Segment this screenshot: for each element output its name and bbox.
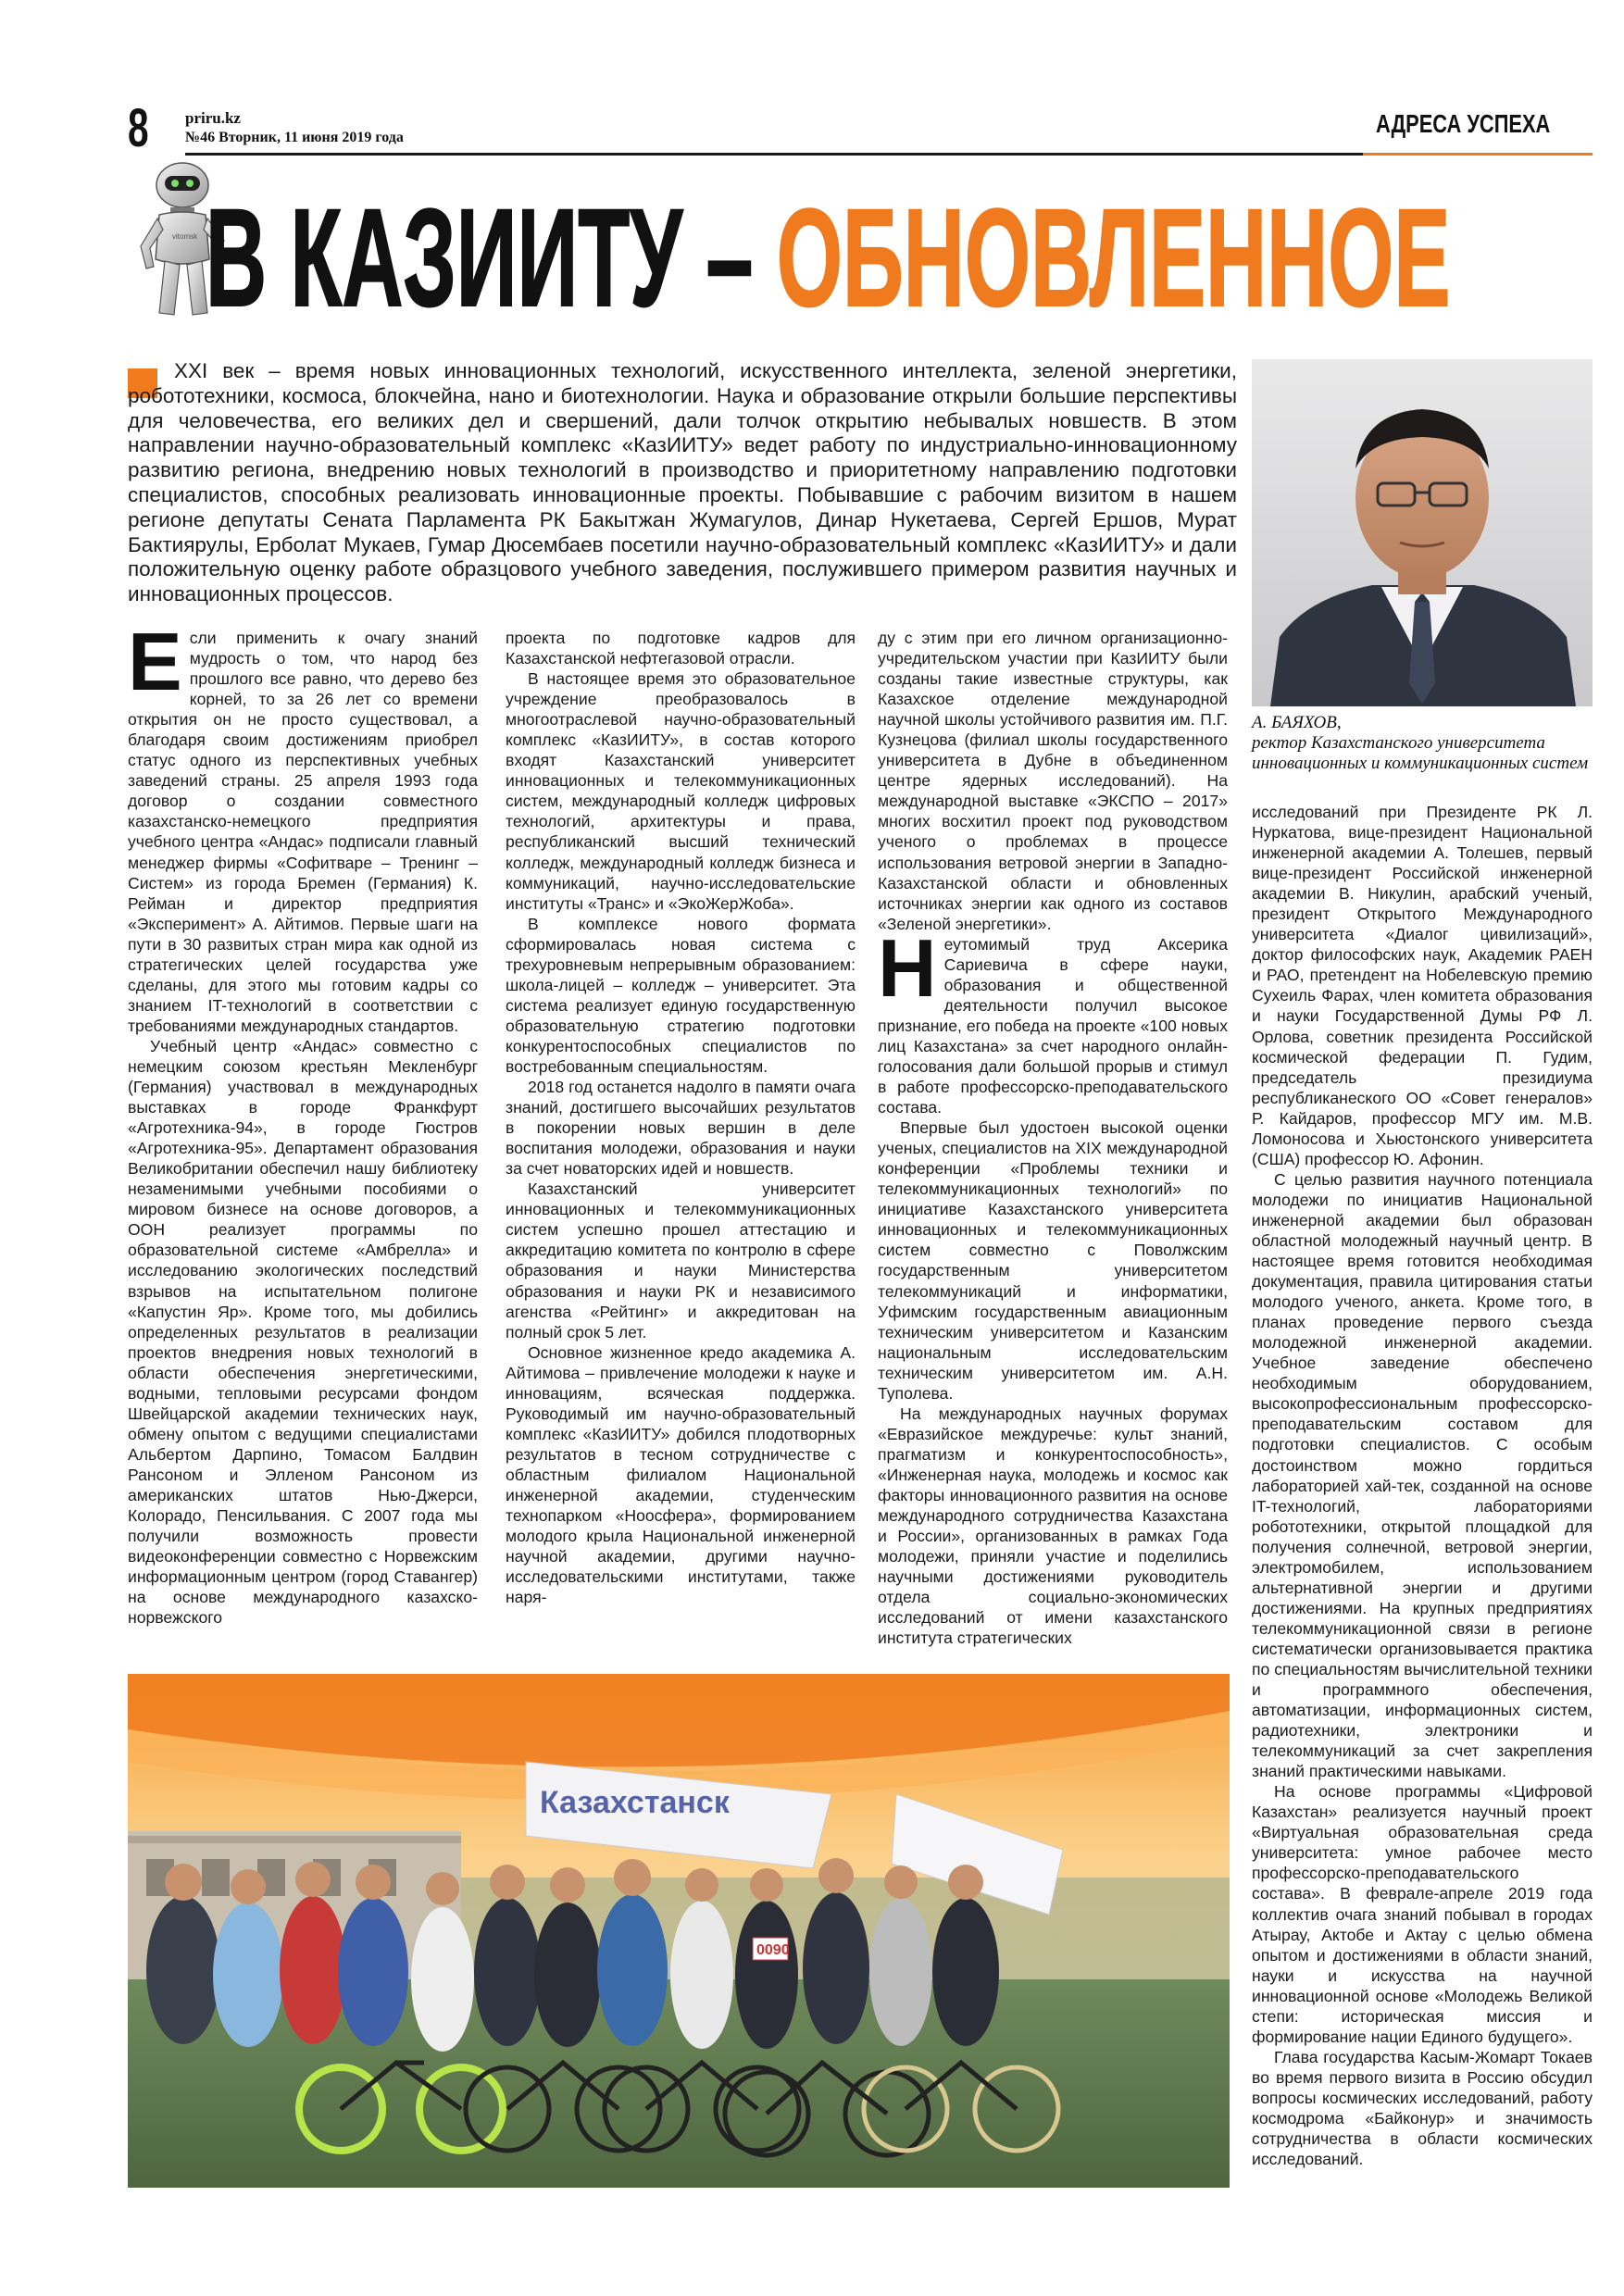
group-photo: [128, 1674, 1230, 2188]
site-name: priru.kz: [185, 109, 241, 127]
col2-paragraph-6: Основное жизненное кредо академика А. Айтимова – привлечение молодежи к науке и инновациям, всяческая поддержка. Руководимый им научно-образовательный комплекс «КазИИТУ» добился плодотворных результатов в тесном сотрудничестве с областным филиалом Национальной инженерной академии, студенческим технопарком «Ноосфера», формированием молодого крыла Национальной инженерной научной академии, другими научно-исследовательскими институтами, также наря-: [506, 1342, 856, 1607]
banner-text: Казахстанск: [540, 1785, 730, 1820]
col1-text-1: сли применить к очагу знаний мудрость о том, что народ без прошлого все равно, что дерево без корней, то за 26 лет со времени открытия он не просто существовал, а благодаря своим достижениям приобрел статус одного из перспективных учебных заведений страны. 25 апреля 1993 года договор о создании совместного казахстанско-немецкого предприятия учебного центра «Андас» подписали главный менеджер фирмы «Софитваре – Тренинг – Систем» из города Бремен (Германия) К. Рейман и директор предприятия «Эксперимент» А. Айтимов. Первые шаги на пути в 30 развитых стран мира как одной из стратегических целей государства уже сделаны, для этого мы готовим кадры со знанием IT-технологий в соответствии с требованиями международных стандартов.: [128, 629, 478, 1035]
col3-paragraph-1: ду с этим при его личном организационно-учредительском участии при КазИИТУ были созданы такие известные структуры, как Казахское отделение международной научной школы устойчивого развития им. П.Г. Кузнецова (филиал школы государственного университета в Дубне в объединенном центре ядерных исследований). На международной выставке «ЭКСПО – 2017» многих восхитил проект под руководством ученого о проблемах в процессе использования ветровой энергии в Западно-Казахстанской области и обновленных источниках энергии как одного из составов «Зеленой энергетики».: [878, 629, 1228, 933]
dropcap: Е: [128, 628, 182, 707]
race-bib: 0090: [756, 1942, 790, 1958]
article-column-4: [1252, 802, 1593, 2218]
dropcap: Н: [878, 921, 937, 1014]
issue-date: №46 Вторник, 11 июня 2019 года: [185, 130, 404, 145]
col2-paragraph-4: 2018 год останется надолго в памяти очага знаний, достигшего высочайших результатов в покорении новых вершин в деле воспитания молодежи, образования и науки за счет новаторских идей и новшеств.: [506, 1078, 856, 1179]
portrait-caption: [1252, 713, 1594, 774]
article-column-1: [128, 628, 478, 1661]
headline-part1: В КАЗИИТУ –: [206, 180, 754, 335]
headline: [206, 174, 1450, 341]
page-number: 8: [128, 98, 149, 158]
section-title: АДРЕСА УСПЕХА: [1376, 109, 1551, 138]
col3-text-2: еутомимый труд Аксерика Сариевича в сфере науки, образования и общественной деятельности получил высокое признание, его победа на проекте «100 новых лиц Казахстана» за счет народного онлайн-голосования дали большой прорыв и стимул в работе профессорско-преподавательского состава.: [878, 934, 1228, 1117]
col2-paragraph-1: проекта по подготовке кадров для Казахстанской нефтегазовой отрасли.: [506, 629, 856, 668]
headline-part2: ОБНОВЛЕННОЕ: [753, 180, 1451, 335]
header-rule: [185, 153, 1363, 156]
col4-paragraph-3: На основе программы «Цифровой Казахстан» реализуется научный проект «Виртуальная образовательная среда университета: умное рабочее место профессорско-преподавательского состава». В феврале-апреле 2019 года коллектив очага знаний побывал в городах Атырау, Актобе и Актау с целью обмена опытом и достижениями в области знаний, науки и искусства на научной инновационной основе «Молодежь Великой степи: историческая миссия и формирование нации Единого будущего».: [1252, 1782, 1593, 2046]
col4-paragraph-1: исследований при Президенте РК Л. Нуркатова, вице-президент Национальной инженерной академии А. Толешев, первый вице-президент Российской инженерной академии В. Никулин, арабский ученый, президент Открытого Международного университета «Диалог цивилизаций», доктор философских наук, Академик РАЕН и РАО, претендент на Нобелевскую премию Сухеиль Фарах, член комитета образования и науки Государственной Думы РФ Л. Орлова, советник президента Российской космической федерации П. Гудим, председатель президиума республиканеского ОО «Совет генералов» Р. Кайдаров, профессор МГУ им. М.В. Ломоносова и Хьюстонского университета (США) профессор Ю. Афонин.: [1252, 803, 1593, 1168]
col2-paragraph-2: В настоящее время это образовательное учреждение преобразовалось в многоотраслевой научно-образовательный комплекс «КазИИТУ», в состав которого входят Казахстанский университет инновационных и телекоммуникационных систем, международный колледж цифровых технологий, архитектуры и права, республиканский высший технический колледж, международный колледж бизнеса и коммуникаций, научно-исследовательские институты «Транс» и «ЭкоЖерЖоба».: [506, 669, 856, 913]
article-column-2: [506, 628, 856, 1661]
col1-paragraph-2: Учебный центр «Андас» совместно с немецким союзом крестьян Мекленбург (Германия) участвовал в международных выставках в городе Франкфурт «Агротехника-94», в городе Гюстров «Агротехника-95». Департамент образования Великобритании обеспечил нашу библиотеку незаменимыми учебными пособиями о мировом бизнесе на основе договоров, а ООН реализует программы по образовательной системе «Амбрелла» и исследованию экологических последствий взрывов на испытательном полигоне «Капустин Яр». Кроме того, мы добились определенных результатов в реализации проектов внедрения новых технологий в области обеспечения энергетическими, водными, тепловыми ресурсами фондом Швейцарской академии технических наук, обмену опытом с ведущими специалистами Альбертом Дарпино, Томасом Балдвин Рансоном и Элленом Рансоном из американских штатов Нью-Джерси, Колорадо, Пенсильвания. С 2007 года мы получили возможность провести видеоконференции совместно с Норвежским информационным центром (город Ставангер) на основе международного казахско-норвежского: [128, 1036, 478, 1628]
col4-paragraph-2: С целью развития научного потенциала молодежи по инициатив Национальной инженерной академии был образован областной молодежный научный центр. В настоящее время готовится необходимая документация, правила цитирования статьи молодого ученого, анкета. Кроме того, в планах проведение первого съезда молодежной инженерной академии. Учебное заведение обеспечено необходимым оборудованием, высокопрофессиональным профессорско-преподавательским составом для подготовки специалистов. С особым достоинством можно гордиться лабораторией хай-тек, созданной на основе IT-технологий, лабораториями робототехники, открытой площадкой для получения солнечной, ветровой энергии, электромобилем, использованием альтернативной энергии и другими достижениями. На крупных предприятиях телекоммуникационной связи в регионе систематически организовывается практика по специальностям вычислительной техники и программного обеспечения, автоматизации, информационных систем, радиотехники, электроники и телекоммуникаций за счет закрепления знаний практическими навыками.: [1252, 1169, 1593, 1781]
col2-paragraph-3: В комплексе нового формата сформировалась новая система с трехуровневым непрерывным образованием: школа-лицей – колледж – университет. Эта система реализует единую государственную образовательную стратегию подготовки конкурентоспособных специалистов по востребованным специальностям.: [506, 914, 856, 1076]
header-rule-accent: [1363, 153, 1593, 156]
robot-label: vitomsk: [172, 232, 198, 241]
col3-paragraph-3: Впервые был удостоен высокой оценки ученых, специалистов на XIX международной конференции «Проблемы техники и телекоммуникационных технологий» по инициативе Казахстанского университета инновационных и телекоммуникационных систем совместно с Поволжским государственным университетом телекоммуникаций и информатики, Уфимским государственным авиационным техническим университетом и Казанским национальным исследовательским техническим университетом им. А.Н. Туполева.: [878, 1118, 1228, 1403]
caption-name: А. БАЯХОВ,: [1252, 713, 1342, 732]
col3-paragraph-4: На международных научных форумах «Евразийское междуречье: культ знаний, прагматизм и конкурентоспособность», «Инженерная наука, молодежь и космос как факторы инновационного развития на основе международного сотрудничества Казахстана и России», организованных в рамках Года молодежи, приняли участие и поделились научными достижениями руководитель отдела социально-экономических исследований от имени казахстанского института стратегических: [878, 1404, 1228, 1648]
col3-paragraph-2: [878, 921, 1228, 1117]
portrait-photo: [1252, 359, 1593, 706]
caption-role: ректор Казахстанского университета инновационных и коммуникационных систем: [1252, 733, 1589, 773]
lead-paragraph: XXI век – время новых инновационных технологий, искусственного интеллекта, зеленой энергетики, робототехники, космоса, блокчейна, нано и биотехнологии. Наука и образование открыли большие перспективы для человечества, его великих дел и свершений, дали толчок открытию небывалых новшеств. В этом направлении научно-образовательный комплекс «КазИИТУ» ведет работу по индустриально-инновационному развитию региона, внедрению новых технологий в производство и приоритетному направлению подготовки специалистов, способных реализовать инновационные проекты. Побывавшие с рабочим визитом в нашем регионе депутаты Сената Парламента РК Бакытжан Жумагулов, Динар Нукетаева, Сергей Ершов, Мурат Бактиярулы, Ерболат Мукаев, Гумар Дюсембаев посетили научно-образовательный комплекс «КазИИТУ» и дали положительную оценку работе образцового учебного заведения, послужившего примером развития научных и инновационных процессов.: [128, 359, 1237, 606]
col4-paragraph-4: Глава государства Касым-Жомарт Токаев во время первого визита в Россию обсудил вопросы космических исследований, работу космодрома «Байконур» и значимость сотрудничества в области космических исследований.: [1252, 2047, 1593, 2169]
article-column-3: [878, 628, 1228, 1661]
col1-paragraph-1: [128, 628, 478, 1036]
col2-paragraph-5: Казахстанский университет инновационных и телекоммуникационных систем успешно прошел аттестацию и аккредитацию комитета по контролю в сфере образования и науки Министерства образования и науки РК и независимого агенства «Рейтинг» и аккредитован на полный срок 5 лет.: [506, 1179, 856, 1341]
